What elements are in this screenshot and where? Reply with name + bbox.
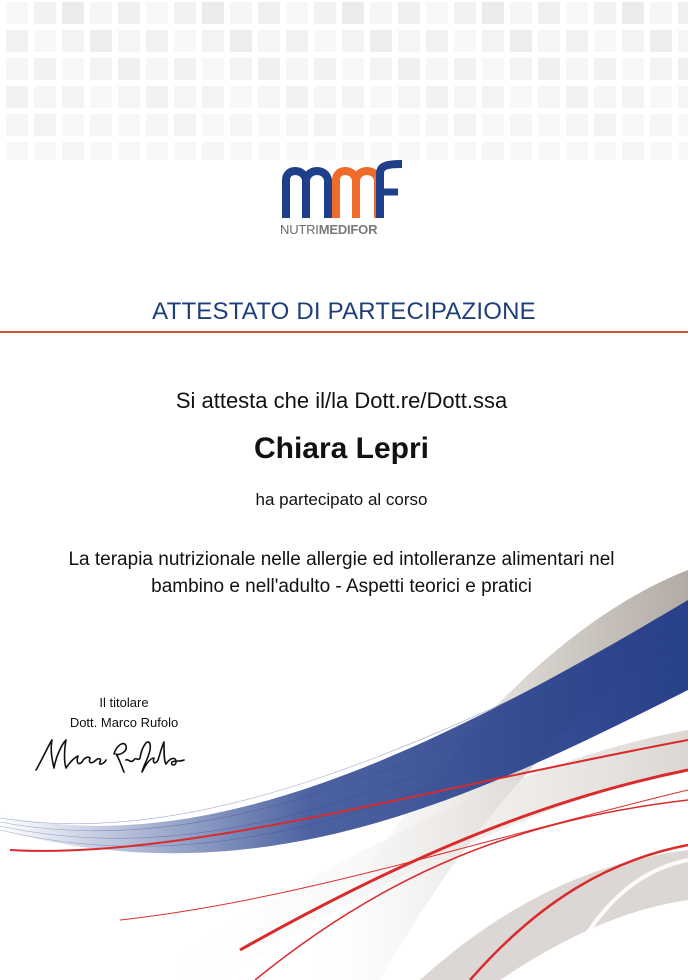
recipient-name: Chiara Lepri [253, 432, 430, 465]
certificate-title: ATTESTATO DI PARTECIPAZIONE [152, 298, 536, 325]
logo-wordmark-light: NUTRI [280, 222, 319, 237]
signatory-name: Dott. Marco Rufolo [69, 715, 179, 730]
logo-wordmark [280, 222, 406, 237]
signatory-role: Il titolare [99, 695, 149, 710]
handwritten-signature [30, 734, 190, 776]
title-divider [0, 331, 688, 333]
course-title-line-1: La terapia nutrizionale nelle allergie ed intolleranze alimentari nel [68, 549, 615, 570]
logo-wordmark-bold: MEDIFOR [318, 222, 378, 237]
course-title-line-2: bambino e nell'adulto - Aspetti teorici e pratici [151, 576, 532, 597]
course-title [25, 546, 658, 600]
attest-line: Si attesta che il/la Dott.re/Dott.ssa [175, 388, 508, 413]
participated-line: ha partecipato al corso [255, 490, 428, 509]
gray-swoosh [420, 850, 688, 980]
